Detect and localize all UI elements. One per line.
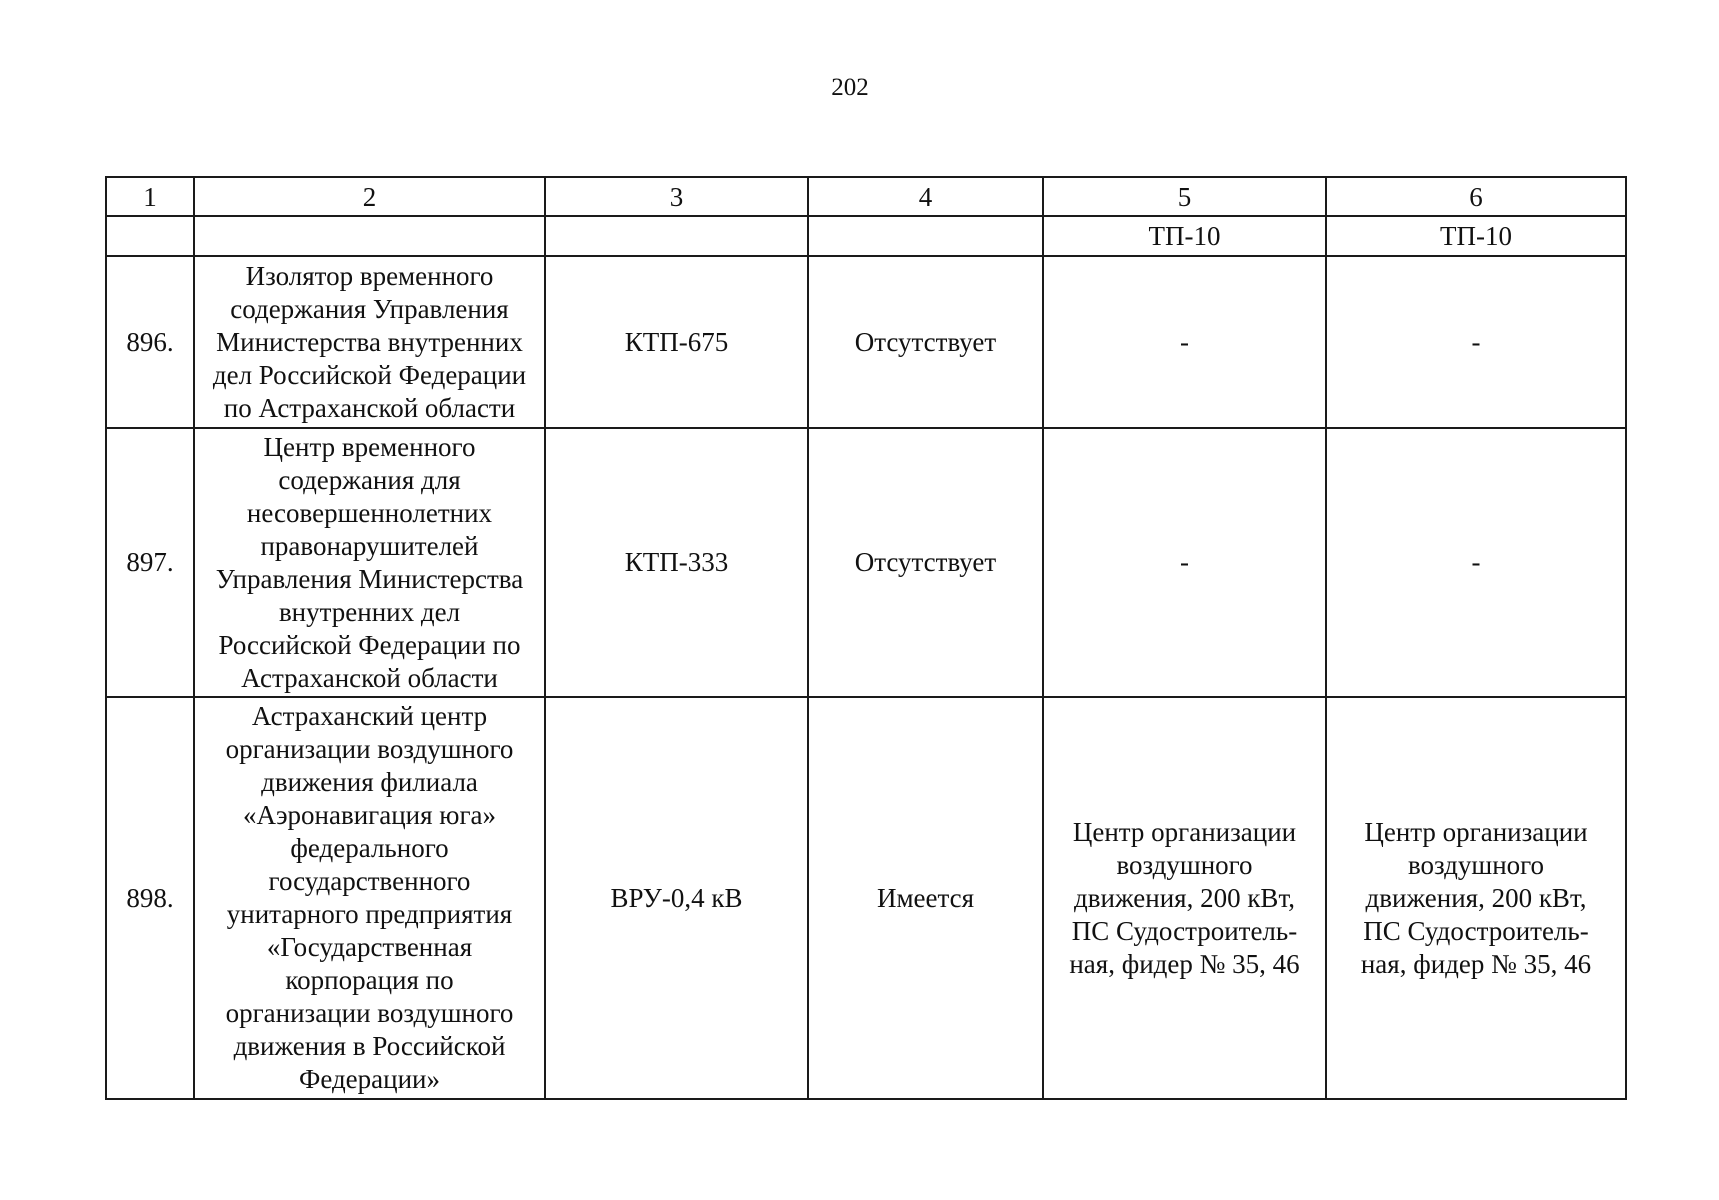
page-number: 202 (831, 74, 869, 101)
header-cell-1: 1 (106, 177, 194, 216)
header-cell-5: 5 (1043, 177, 1326, 216)
col5-value: - (1043, 256, 1326, 428)
sub-cell-3 (545, 216, 808, 256)
substation: КТП-675 (545, 256, 808, 428)
header-row-sub (106, 216, 1626, 256)
object-name: Астраханский центр организации воздушного движения филиала «Аэронавигация юга» федерального государственного унитарного предприятия «Государственная корпорация по организации воздушного движения в Российской Федерации» (194, 697, 545, 1099)
header-cell-2: 2 (194, 177, 545, 216)
sub-cell-4 (808, 216, 1043, 256)
col6-value: - (1326, 256, 1626, 428)
row-number: 898. (106, 697, 194, 1099)
header-cell-6: 6 (1326, 177, 1626, 216)
col5-value: Центр организации воздушного движения, 200 кВт, ПС Судостроитель- ная, фидер № 35, 46 (1043, 697, 1326, 1099)
col5-value: - (1043, 428, 1326, 697)
col6-value: - (1326, 428, 1626, 697)
table-row (106, 428, 1626, 697)
sub-cell-5: ТП-10 (1043, 216, 1326, 256)
header-row-numbers (106, 177, 1626, 216)
row-number: 896. (106, 256, 194, 428)
table-row (106, 697, 1626, 1099)
row-number: 897. (106, 428, 194, 697)
availability: Отсутствует (808, 428, 1043, 697)
sub-cell-1 (106, 216, 194, 256)
availability: Имеется (808, 697, 1043, 1099)
object-name: Изолятор временного содержания Управления Министерства внутренних дел Российской Федерации по Астраханской области (194, 256, 545, 428)
substation: ВРУ-0,4 кВ (545, 697, 808, 1099)
header-cell-3: 3 (545, 177, 808, 216)
sub-cell-6: ТП-10 (1326, 216, 1626, 256)
objects-table (105, 176, 1627, 1100)
header-cell-4: 4 (808, 177, 1043, 216)
col6-value: Центр организации воздушного движения, 200 кВт, ПС Судостроитель- ная, фидер № 35, 46 (1326, 697, 1626, 1099)
sub-cell-2 (194, 216, 545, 256)
table-row (106, 256, 1626, 428)
object-name: Центр временного содержания для несовершеннолетних правонарушителей Управления Министерства внутренних дел Российской Федерации по Астраханской области (194, 428, 545, 697)
availability: Отсутствует (808, 256, 1043, 428)
substation: КТП-333 (545, 428, 808, 697)
